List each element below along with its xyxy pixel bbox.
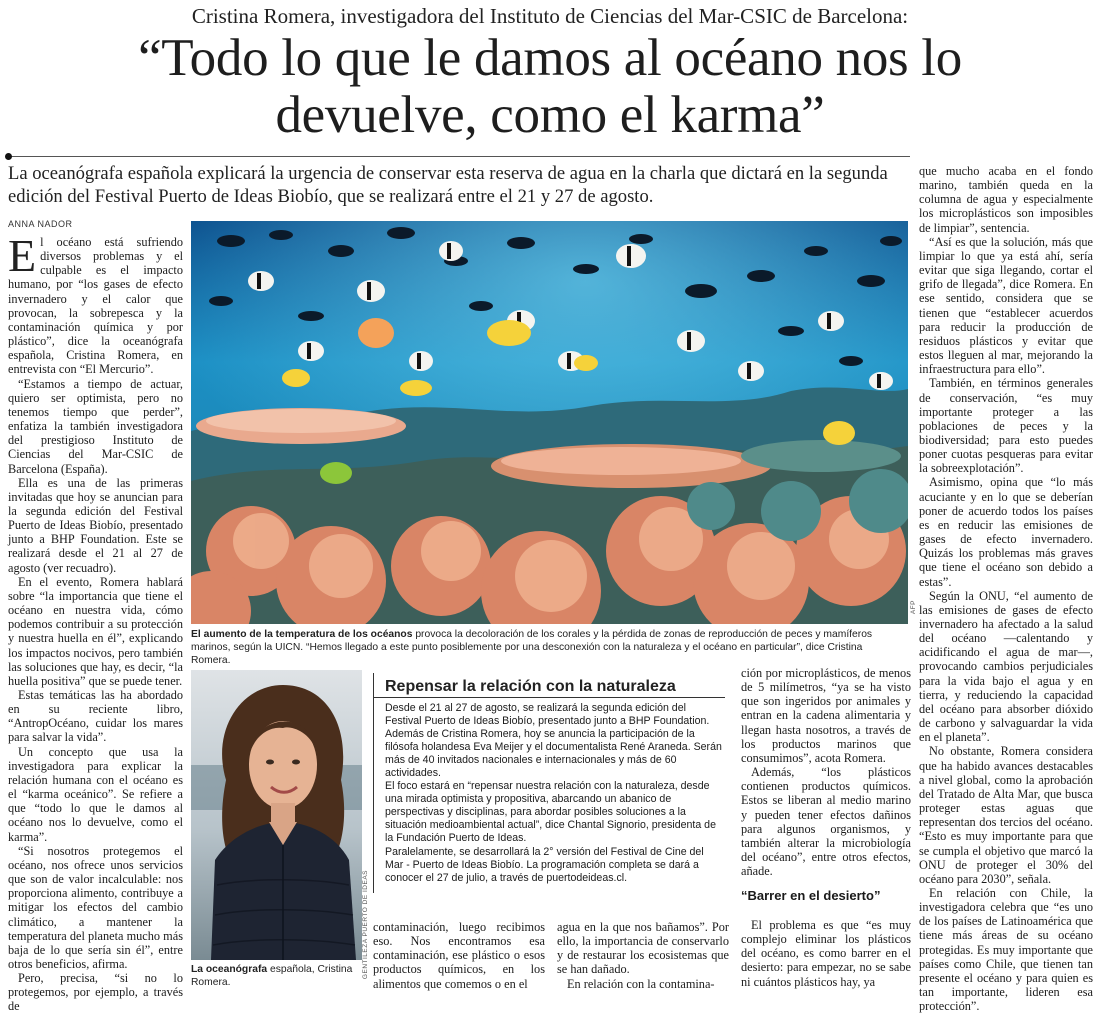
text-column-4 bbox=[741, 666, 911, 878]
headline-line-1: “Todo lo que le damos al océano nos lo bbox=[138, 29, 962, 87]
portrait-caption bbox=[191, 963, 371, 989]
paragraph: “Estamos a tiempo de actuar, quiero ser optimista, pero no tenemos tiempo que perder”, enfatiza la también investigadora del prestigioso Instituto de Ciencias del Mar-CSIC de Barcelona (España). bbox=[8, 376, 183, 476]
caption-lead: El aumento de la temperatura de los océanos bbox=[191, 629, 413, 640]
paragraph: “Así es que la solución, más que limpiar lo que ya está ahí, sería evitar que siga llegando, cortar el grifo de llegada”, dice Romera. En ese sentido, considera que se tienen que “establecer acuerdos para reducir la producción de residuos plásticos y evitar que estos lleguen al mar, mejorando la infraestructura para ello”. bbox=[919, 234, 1093, 377]
paragraph: No obstante, Romera considera que ha habido avances destacables a nivel global, como la aprobación del Tratado de Alta Mar, que busca proteger estas aguas que representan dos tercios del océano. “Esto es muy importante para que se cumpla el objetivo que marcó la ONU de proteger el 30% del océano para 2030”, señala. bbox=[919, 744, 1093, 886]
coral-reef-photo bbox=[191, 221, 908, 624]
paragraph: ción por microplásticos, de menos de 5 milímetros, “ya se ha visto que son ingeridos por animales y entran en la cadena alimentaria y llegan hasta nosotros, a través de los productos marinos que consumimos”, acota Romera. bbox=[741, 666, 911, 765]
article-deck: La oceanógrafa española explicará la urgencia de conservar esta reserva de agua en la charla que dictará en la segunda edición del Festival Puerto de Ideas Biobío, que se realizará entre el 21 y 27 de agosto. bbox=[8, 163, 888, 207]
paragraph: Asimismo, opina que “lo más acuciante y en lo que se deberían poner de acuerdo todos los países es en reducir las emisiones de gases de efecto invernadero. Quizás los problemas más graves que tiene el océano son debido a estas”. bbox=[919, 475, 1093, 589]
paragraph: El foco estará en “repensar nuestra relación con la naturaleza, desde una mirada optimista y propositiva, abarcando un abanico de perspectivas y disciplinas, para abordar posibles soluciones a la situación medioambiental actual”, dice Chantal Signorio, presidenta de la Fundación Puerto de Ideas. bbox=[385, 780, 716, 845]
paragraph-text: l océano está sufriendo diversos problemas y el culpable es el impacto humano, por “los gases de efecto invernadero y el calor que provocan, la sobrepesca y la contaminación química y por plástico”, dice la oceanógrafa española, Cristina Romera, en entrevista con “El Mercurio”. bbox=[8, 235, 183, 377]
text-column-5 bbox=[919, 164, 1093, 1013]
text-column-3 bbox=[557, 920, 729, 991]
paragraph: Según la ONU, “el aumento de las emisiones de gases de efecto invernadero ha afectado a la salud del océano —calentando y acidificando el agua de mar—, provocando cambios perjudiciales para la vida bajo el agua y en tierra, y reduciendo la capacidad del océano para absorber dióxido de carbono y salvaguardar la vida en el planeta”. bbox=[919, 588, 1093, 745]
paragraph bbox=[8, 230, 183, 377]
paragraph: Paralelamente, se desarrollará la 2° versión del Festival de Cine del Mar - Puerto de Ideas Biobío. La programación completa se dará a conocer el 27 de julio, a través de puertodeideas.cl. bbox=[385, 845, 704, 884]
photo-caption bbox=[191, 628, 903, 667]
paragraph: “Si nosotros protegemos el océano, nos ofrece unos servicios que son de valor incalculable: nos proporciona alimento, contribuye a mitigar los efectos del cambio climático, a mantener la temperatura del planeta mucho más baja de lo que sería sin él”, entre otros beneficios, afirma. bbox=[8, 843, 183, 971]
sidebar-box-text bbox=[385, 702, 723, 885]
paragraph: El problema es que “es muy complejo eliminar los plásticos del océano, es como barrer en el desierto: para empezar, no se sabe ni cuántos plásticos hay, ya bbox=[741, 918, 911, 989]
text-column-2 bbox=[373, 920, 545, 991]
photo-credit: AFP bbox=[910, 600, 917, 615]
paragraph: En relación con Chile, la investigadora celebra que “es uno de los países de Latinoamérica que tiene más áreas de su océano protegidas. Es muy importante que países como Chile, que tienen tan presente el océano y para quien es tan importante, lideren esa protección”. bbox=[919, 885, 1093, 1014]
caption-text: provoca la decoloración de los corales y la pérdida de zonas de reproducción de peces y mamíferos marinos, según la UICN. “Hemos llegado a este punto posiblemente por una desconexión con la naturaleza y el océano en particular”, dice Cristina Romera. bbox=[191, 629, 873, 666]
paragraph: En relación con la contamina- bbox=[567, 976, 715, 991]
sidebar-box-rule bbox=[373, 697, 725, 698]
paragraph: Además, “los plásticos contienen productos químicos. Estos se liberan al medio marino y pueden tener efectos dañinos para algunos organismos, y también alterar la microbiología del océano”, entre otros efectos, añade. bbox=[741, 765, 911, 879]
caption-lead: La oceanógrafa bbox=[191, 964, 268, 975]
paragraph: En el evento, Romera hablará sobre “la importancia que tiene el océano en nuestra vida, cómo podemos contribuir a su protección y nuestra huella en él”, explicando los impactos nocivos, pero también las soluciones que hay, es decir, “la huella positiva” que se puede tener. bbox=[8, 574, 183, 688]
portrait-photo bbox=[191, 670, 362, 960]
paragraph: Desde el 21 al 27 de agosto, se realizará la segunda edición del Festival Puerto de Ideas Biobío, presentado junto a BHP Foundation. Además de Cristina Romera, hoy se anuncia la participación de la filósofa holandesa Eva Meijer y el documentalista René Araneda. Serán más de 40 invitados nacionales e internacionales y más de 60 actividades. bbox=[385, 702, 722, 780]
paragraph: agua en la que nos bañamos”. Por ello, la importancia de conservarlo y de restaurar los ecosistemas que se han dañado. bbox=[557, 920, 729, 977]
paragraph: contaminación, luego recibimos eso. Nos encontramos esa contaminación, ese plástico o esos productos químicos, en los alimentos que comemos o en el bbox=[373, 920, 545, 991]
bullet-dot-icon bbox=[5, 153, 12, 160]
paragraph: Pero, precisa, “si no lo protegemos, por ejemplo, a través de bbox=[8, 971, 183, 1014]
text-column-1 bbox=[8, 230, 183, 1014]
paragraph: Estas temáticas las ha abordado en su reciente libro, “AntropOcéano, cuidar los mares para salvar la vida”. bbox=[8, 688, 183, 745]
article-kicker: Cristina Romera, investigadora del Instituto de Ciencias del Mar-CSIC de Barcelona: bbox=[191, 4, 909, 28]
sidebar-box-title: Repensar la relación con la naturaleza bbox=[385, 678, 676, 695]
byline: ANNA NADOR bbox=[8, 219, 73, 229]
caption-text: española, Cristina Romera. bbox=[191, 964, 353, 988]
drop-cap: E bbox=[8, 230, 37, 281]
paragraph: Un concepto que usa la investigadora para explicar la relación humana con el océano es el “karma oceánico”. Se refiere a que “todo lo que le damos al océano nos lo devuelve, como el karma”. bbox=[8, 744, 183, 844]
coral-reef-illustration bbox=[191, 221, 908, 624]
headline-line-2: devuelve, como el karma” bbox=[275, 86, 825, 144]
article-headline bbox=[20, 30, 1080, 144]
header-divider bbox=[8, 156, 910, 157]
portrait-credit: GENTILEZA PUERTO DE IDEAS bbox=[362, 870, 369, 980]
section-subhead: “Barrer en el desierto” bbox=[741, 888, 881, 903]
text-column-4b bbox=[741, 918, 911, 989]
paragraph: Ella es una de las primeras invitadas que hoy se anuncian para la segunda edición del Festival Puerto de Ideas Biobío, presentado junto a BHP Foundation. Este se realizará desde el 21 al 27 de agosto (ver recuadro). bbox=[8, 475, 183, 575]
portrait-illustration bbox=[191, 670, 362, 960]
paragraph: También, en términos generales de conservación, “es muy importante proteger a las poblaciones de peces y la biodiversidad; para esto puedes poner cuotas pesqueras para evitar la sobreexplotación”. bbox=[919, 376, 1093, 476]
paragraph: que mucho acaba en el fondo marino, también queda en la columna de agua y especialmente los microplásticos son imposibles de limpiar”, sentencia. bbox=[919, 164, 1093, 235]
